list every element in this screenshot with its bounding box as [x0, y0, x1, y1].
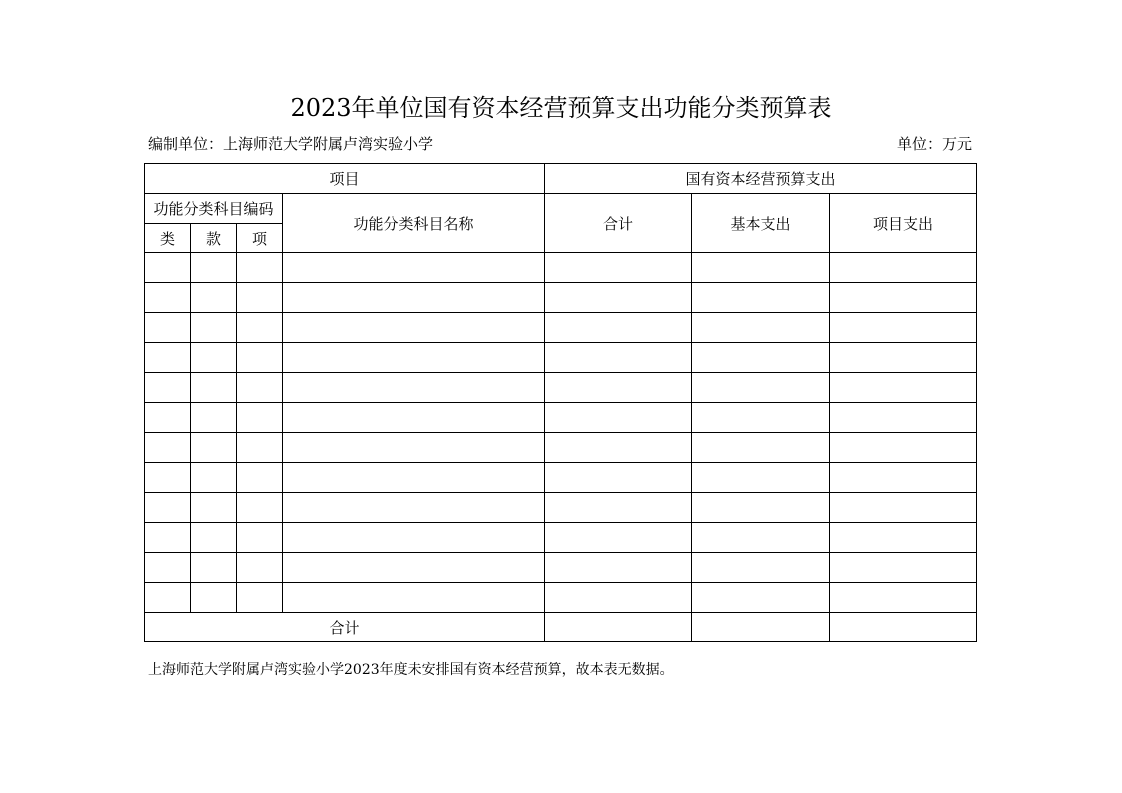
- table-row: [145, 553, 977, 583]
- table-cell: [237, 373, 283, 403]
- table-cell: [830, 583, 977, 613]
- table-cell: [191, 313, 237, 343]
- table-cell: [545, 253, 692, 283]
- table-cell: [283, 523, 545, 553]
- table-row: [145, 343, 977, 373]
- table-cell: [545, 313, 692, 343]
- table-cell: [692, 343, 830, 373]
- table-cell: [191, 463, 237, 493]
- table-cell: [237, 493, 283, 523]
- table-cell: [237, 583, 283, 613]
- table-cell: [145, 553, 191, 583]
- footnote: 上海师范大学附属卢湾实验小学2023年度未安排国有资本经营预算，故本表无数据。: [148, 662, 674, 678]
- table-cell: [145, 463, 191, 493]
- header-row-2: [145, 194, 977, 224]
- table-cell: [191, 493, 237, 523]
- table-cell: [283, 253, 545, 283]
- page-title: 2023年单位国有资本经营预算支出功能分类预算表: [290, 94, 832, 122]
- table-cell: [283, 463, 545, 493]
- table-cell: [191, 403, 237, 433]
- table-cell: [830, 343, 977, 373]
- table-cell: [237, 403, 283, 433]
- code-class: 类: [145, 224, 191, 253]
- table-cell: [237, 463, 283, 493]
- budget-table: [144, 163, 977, 642]
- table-cell: [692, 493, 830, 523]
- header-row-1: [145, 164, 977, 194]
- table-cell: [191, 523, 237, 553]
- table-cell: [145, 433, 191, 463]
- table-cell: [145, 403, 191, 433]
- table-cell: [145, 373, 191, 403]
- table-cell: [692, 403, 830, 433]
- table-row: [145, 313, 977, 343]
- table-row: [145, 583, 977, 613]
- table-cell: [830, 283, 977, 313]
- table-cell: [692, 253, 830, 283]
- table-cell: [830, 553, 977, 583]
- table-cell: [830, 403, 977, 433]
- org-label: 编制单位：上海师范大学附属卢湾实验小学: [148, 135, 434, 153]
- table-cell: [830, 493, 977, 523]
- table-cell: [237, 253, 283, 283]
- table-cell: [191, 373, 237, 403]
- table-cell: [692, 523, 830, 553]
- table-cell: [283, 493, 545, 523]
- table-row: [145, 493, 977, 523]
- table-row: [145, 373, 977, 403]
- table-cell: [283, 433, 545, 463]
- table-cell: [830, 313, 977, 343]
- table-cell: [237, 523, 283, 553]
- footer-total-cell: [545, 613, 692, 642]
- table-cell: [830, 463, 977, 493]
- table-cell: [283, 373, 545, 403]
- header-basic: 基本支出: [692, 194, 830, 253]
- table-cell: [145, 313, 191, 343]
- table-cell: [545, 493, 692, 523]
- table-cell: [145, 493, 191, 523]
- table-cell: [545, 523, 692, 553]
- table-cell: [545, 403, 692, 433]
- table-cell: [237, 313, 283, 343]
- table-cell: [692, 463, 830, 493]
- header-total: 合计: [545, 194, 692, 253]
- table-row: [145, 253, 977, 283]
- table-cell: [545, 343, 692, 373]
- table-cell: [692, 433, 830, 463]
- table-cell: [830, 433, 977, 463]
- table-cell: [545, 433, 692, 463]
- code-section: 款: [191, 224, 237, 253]
- table-cell: [145, 253, 191, 283]
- table-cell: [191, 583, 237, 613]
- table-row: [145, 403, 977, 433]
- table-cell: [145, 583, 191, 613]
- table-cell: [692, 583, 830, 613]
- table-cell: [692, 313, 830, 343]
- table-cell: [545, 283, 692, 313]
- table-cell: [283, 583, 545, 613]
- table-cell: [545, 553, 692, 583]
- table-cell: [283, 403, 545, 433]
- unit-label: 单位：万元: [896, 135, 972, 153]
- table-cell: [237, 433, 283, 463]
- table-cell: [191, 553, 237, 583]
- table-cell: [545, 373, 692, 403]
- table-cell: [145, 283, 191, 313]
- table-cell: [830, 523, 977, 553]
- table-cell: [237, 283, 283, 313]
- table-cell: [191, 343, 237, 373]
- table-cell: [545, 463, 692, 493]
- table-row: [145, 523, 977, 553]
- table-cell: [191, 253, 237, 283]
- header-name: 功能分类科目名称: [283, 194, 545, 253]
- code-item: 项: [237, 224, 283, 253]
- table-cell: [283, 283, 545, 313]
- header-code: 功能分类科目编码: [145, 194, 283, 224]
- table-cell: [692, 283, 830, 313]
- table-cell: [830, 373, 977, 403]
- table-cell: [283, 343, 545, 373]
- footer-item-cell: [830, 613, 977, 642]
- table-cell: [545, 583, 692, 613]
- table-cell: [692, 373, 830, 403]
- footer-row: [145, 613, 977, 642]
- table-row: [145, 463, 977, 493]
- table-cell: [692, 553, 830, 583]
- table-cell: [191, 283, 237, 313]
- table-cell: [283, 553, 545, 583]
- table-cell: [145, 343, 191, 373]
- table-cell: [191, 433, 237, 463]
- table-row: [145, 433, 977, 463]
- header-expenditure: 国有资本经营预算支出: [545, 164, 977, 194]
- header-project: 项目: [145, 164, 545, 194]
- footer-total-label: 合计: [145, 613, 545, 642]
- table-cell: [237, 553, 283, 583]
- table-cell: [283, 313, 545, 343]
- header-item: 项目支出: [830, 194, 977, 253]
- table-cell: [145, 523, 191, 553]
- table-cell: [237, 343, 283, 373]
- footer-basic-cell: [692, 613, 830, 642]
- table-cell: [830, 253, 977, 283]
- table-row: [145, 283, 977, 313]
